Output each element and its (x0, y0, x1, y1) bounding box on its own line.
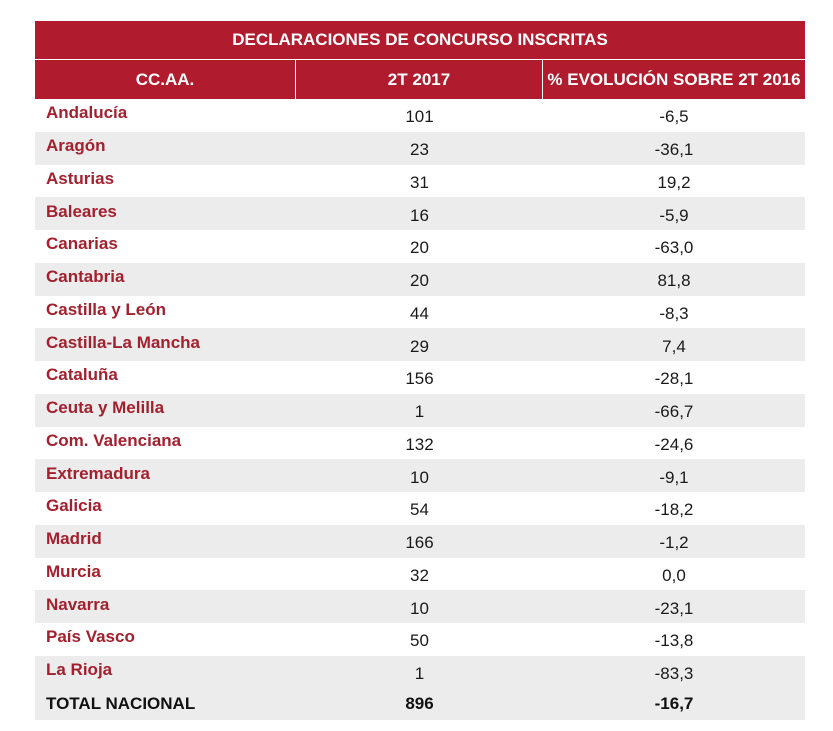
region-value: 156 (405, 369, 434, 389)
region-evolution: 19,2 (657, 172, 691, 192)
region-value: 23 (410, 140, 429, 160)
table-row (35, 427, 805, 460)
column-header-ccaa: CC.AA. (35, 60, 296, 99)
region-name: Extremadura (46, 463, 150, 483)
region-value: 32 (410, 565, 429, 585)
region-evolution: -13,8 (654, 631, 694, 651)
table-row (35, 590, 805, 623)
region-name: Andalucía (46, 103, 128, 123)
table-row (35, 459, 805, 492)
table-row (35, 165, 805, 198)
region-name: País Vasco (46, 627, 135, 647)
region-value: 20 (410, 238, 429, 258)
region-evolution: -23,1 (654, 598, 694, 618)
region-value: 31 (410, 172, 429, 192)
region-value: 101 (405, 107, 434, 127)
total-evolution: -16,7 (654, 694, 694, 713)
region-name: Castilla-La Mancha (46, 332, 200, 352)
region-value: 50 (410, 631, 429, 651)
table-row (35, 558, 805, 591)
column-header-evolucion: % EVOLUCIÓN SOBRE 2T 2016 (547, 69, 801, 89)
table-title: DECLARACIONES DE CONCURSO INSCRITAS (35, 21, 805, 60)
table-row (35, 361, 805, 394)
region-value: 1 (414, 402, 425, 422)
region-value: 20 (410, 271, 429, 291)
region-name: Com. Valenciana (46, 430, 182, 450)
region-evolution: 7,4 (662, 336, 686, 356)
table-row (35, 230, 805, 263)
total-value: 896 (405, 694, 434, 713)
region-evolution: -83,3 (654, 664, 694, 684)
table-row (35, 394, 805, 427)
region-name: Castilla y León (46, 299, 166, 319)
table-row (35, 492, 805, 525)
table-row (35, 197, 805, 230)
region-evolution: -24,6 (654, 434, 694, 454)
region-value: 10 (410, 598, 429, 618)
region-name: Cataluña (46, 365, 118, 385)
table-row (35, 328, 805, 361)
column-header-2t-2017: 2T 2017 (296, 60, 543, 99)
region-name: Canarias (46, 234, 118, 254)
region-value: 54 (410, 500, 429, 520)
region-evolution: -28,1 (654, 369, 694, 389)
region-value: 132 (405, 434, 434, 454)
region-evolution: -6,5 (659, 107, 689, 127)
region-value: 29 (410, 336, 429, 356)
region-name: Baleares (46, 201, 117, 221)
region-evolution: -63,0 (654, 238, 694, 258)
region-value: 10 (410, 467, 429, 487)
table-total-row (35, 689, 805, 720)
region-evolution: -5,9 (659, 205, 689, 225)
region-name: Murcia (46, 561, 101, 581)
region-evolution: 81,8 (657, 271, 691, 291)
region-name: Madrid (46, 529, 102, 549)
table-body (35, 99, 805, 689)
region-evolution: -36,1 (654, 140, 694, 160)
table-row (35, 99, 805, 132)
region-evolution: -66,7 (654, 402, 694, 422)
region-evolution: -9,1 (659, 467, 689, 487)
concursos-table (35, 21, 805, 720)
region-name: La Rioja (46, 660, 113, 680)
region-name: Ceuta y Melilla (46, 398, 165, 418)
table-row (35, 296, 805, 329)
table-row (35, 132, 805, 165)
region-name: Aragón (46, 136, 106, 156)
table-row (35, 263, 805, 296)
region-evolution: -8,3 (659, 303, 689, 323)
region-name: Cantabria (46, 267, 125, 287)
total-label: TOTAL NACIONAL (46, 694, 196, 713)
region-name: Navarra (46, 594, 110, 614)
region-evolution: 0,0 (662, 565, 686, 585)
region-name: Asturias (46, 168, 115, 188)
table-row (35, 623, 805, 656)
region-evolution: -18,2 (654, 500, 694, 520)
region-name: Galicia (46, 496, 102, 516)
region-value: 44 (410, 303, 429, 323)
table-row (35, 525, 805, 558)
region-value: 1 (414, 664, 425, 684)
region-value: 16 (410, 205, 429, 225)
table-row (35, 656, 805, 689)
table-header-row (35, 60, 805, 99)
region-value: 166 (405, 533, 434, 553)
region-evolution: -1,2 (659, 533, 689, 553)
